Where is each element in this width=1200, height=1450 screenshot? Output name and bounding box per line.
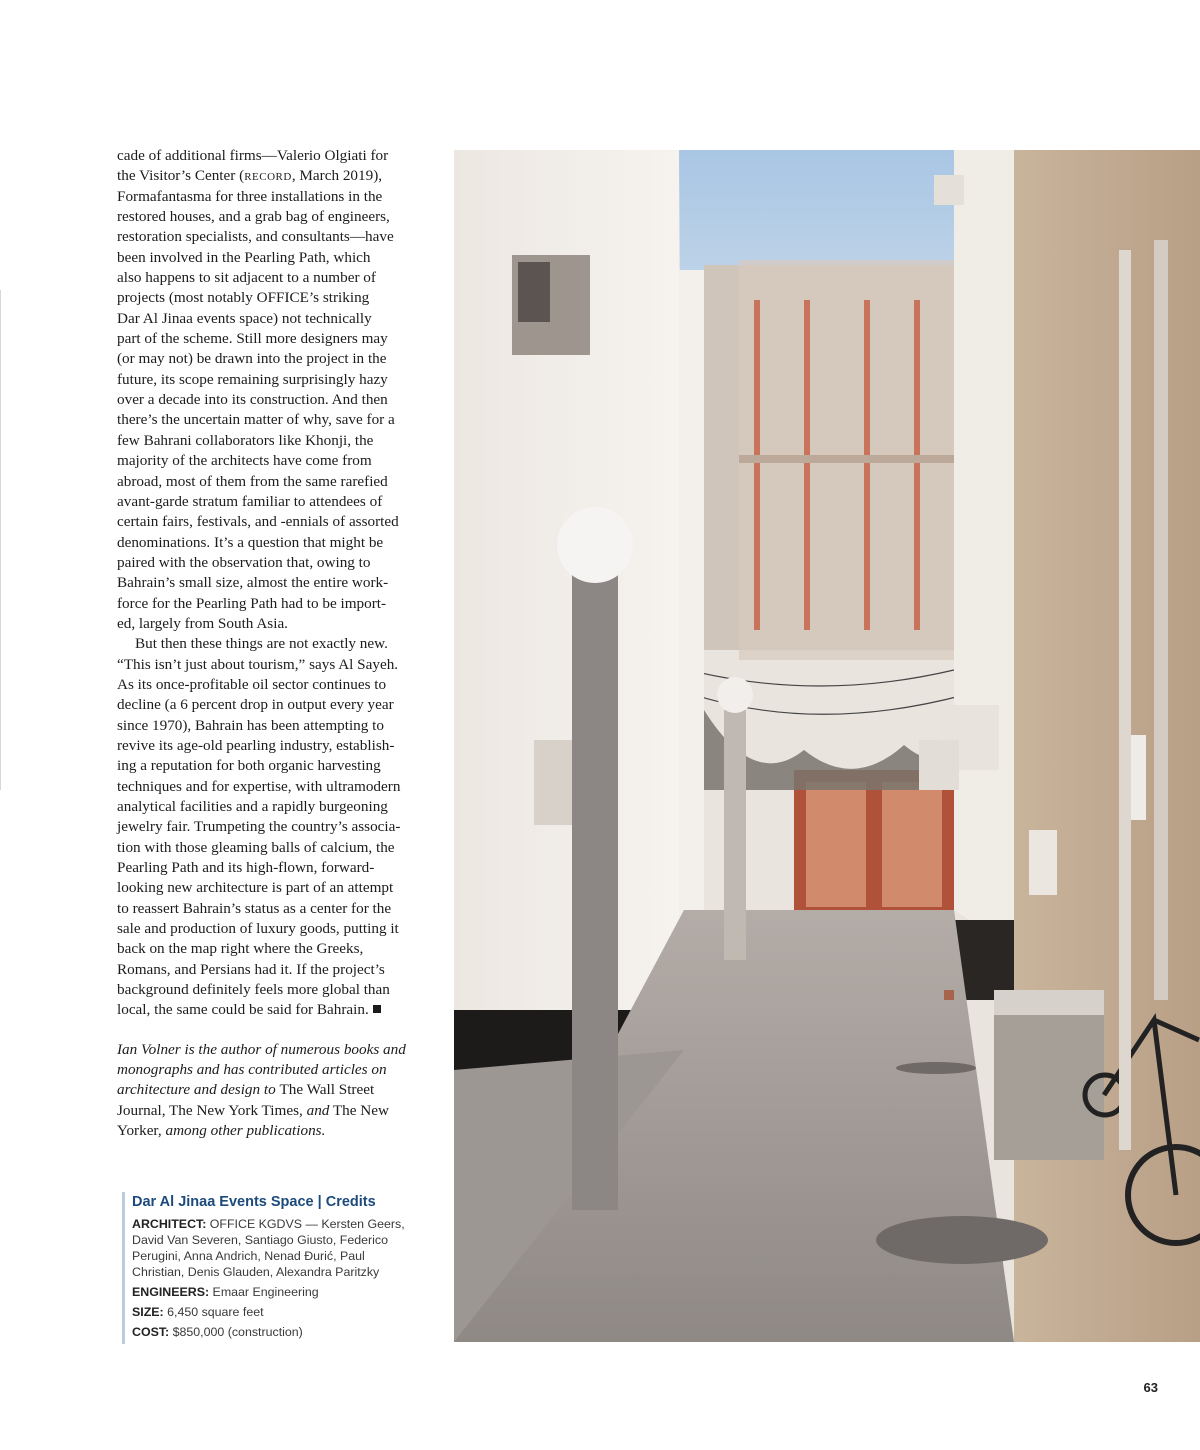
body-line: Romans, and Persians had it. If the project’s <box>117 960 385 978</box>
body-line: techniques and for expertise, with ultramodern <box>117 777 401 795</box>
body-line: ing a reputation for both organic harvesting <box>117 757 381 775</box>
page-edge-mark <box>0 290 1 790</box>
body-line: sale and production of luxury goods, putting it <box>117 920 399 938</box>
body-line: denominations. It’s a question that might be <box>117 533 384 551</box>
body-line: the Visitor’s Center (record, March 2019), <box>117 167 383 185</box>
body-line: been involved in the Pearling Path, which <box>117 248 371 266</box>
body-line: decline (a 6 percent drop in output every year <box>117 696 394 714</box>
body-line: part of the scheme. Still more designers may <box>117 330 388 348</box>
body-line: revive its age-old pearling industry, establish- <box>117 736 395 754</box>
credit-engineers: ENGINEERS: Emaar Engineering <box>132 1285 319 1299</box>
body-line: there’s the uncertain matter of why, save for a <box>117 411 395 429</box>
body-line: certain fairs, festivals, and -ennials of assorted <box>117 513 399 531</box>
body-line: also happens to sit adjacent to a number of <box>117 269 376 287</box>
body-line: projects (most notably OFFICE’s striking <box>117 289 370 307</box>
body-line: back on the map right where the Greeks, <box>117 940 364 958</box>
body-line: to reassert Bahrain’s status as a center for the <box>117 899 392 917</box>
body-line: paired with the observation that, owing to <box>117 553 371 571</box>
credits-box <box>122 1192 432 1344</box>
body-line: abroad, most of them from the same rarefied <box>117 472 388 490</box>
body-line: jewelry fair. Trumpeting the country’s associa- <box>117 818 401 836</box>
body-line: “This isn’t just about tourism,” says Al Sayeh. <box>117 655 399 673</box>
body-line: (or may not) be drawn into the project in the <box>117 350 387 368</box>
credit-size: SIZE: 6,450 square feet <box>132 1305 264 1319</box>
alley-photo <box>454 150 1200 1342</box>
body-line: force for the Pearling Path had to be import- <box>117 594 387 612</box>
page-number: 63 <box>1143 1380 1158 1395</box>
body-line: As its once-profitable oil sector continues to <box>117 675 387 693</box>
credit-cost: COST: $850,000 (construction) <box>132 1325 303 1339</box>
credits-title: Dar Al Jinaa Events Space | Credits <box>132 1194 376 1210</box>
body-line: avant-garde stratum familiar to attendees of <box>117 492 383 510</box>
end-of-article-mark <box>373 1005 381 1013</box>
body-line: restoration specialists, and consultants—have <box>117 228 394 246</box>
body-line: Bahrain’s small size, almost the entire work- <box>117 574 389 592</box>
body-line: But then these things are not exactly new. <box>135 635 388 653</box>
body-line: looking new architecture is part of an attempt <box>117 879 394 897</box>
body-line: Formafantasma for three installations in the <box>117 187 383 205</box>
body-line: analytical facilities and a rapidly burgeoning <box>117 798 388 815</box>
record-magazine-ref: record <box>244 167 292 185</box>
body-line: tion with those gleaming balls of calcium, the <box>117 838 395 856</box>
body-line: local, the same could be said for Bahrain. <box>117 1000 429 1020</box>
credit-architect: ARCHITECT: OFFICE KGDVS — Kersten Geers, David Van Severen, Santiago Giusto, Federico Perugini, Anna Andrich, Nenad Đurić, Paul Christian, Denis Glauden, Alexandra Paritzky <box>132 1217 405 1279</box>
body-line: cade of additional firms—Valerio Olgiati for <box>117 147 389 164</box>
body-line: few Bahrani collaborators like Khonji, the <box>117 431 374 449</box>
body-line: ed, largely from South Asia. <box>117 614 288 632</box>
body-line: Pearling Path and its high-flown, forward- <box>117 859 375 877</box>
author-bio: Ian Volner is the author of numerous books and monographs and has contributed articles on architecture and design to The Wall Street Journal, The New York Times, and The New Yorker, among other publications. <box>117 1040 406 1140</box>
body-line: over a decade into its construction. And then <box>117 391 388 409</box>
body-line: future, its scope remaining surprisingly hazy <box>117 370 388 388</box>
article-body <box>117 146 429 1142</box>
body-line: majority of the architects have come from <box>117 452 372 470</box>
body-line: restored houses, and a grab bag of engineers, <box>117 208 390 226</box>
body-line: Dar Al Jinaa events space) not technically <box>117 309 372 327</box>
body-line: background definitely feels more global than <box>117 981 390 999</box>
body-line: since 1970), Bahrain has been attempting to <box>117 716 384 734</box>
